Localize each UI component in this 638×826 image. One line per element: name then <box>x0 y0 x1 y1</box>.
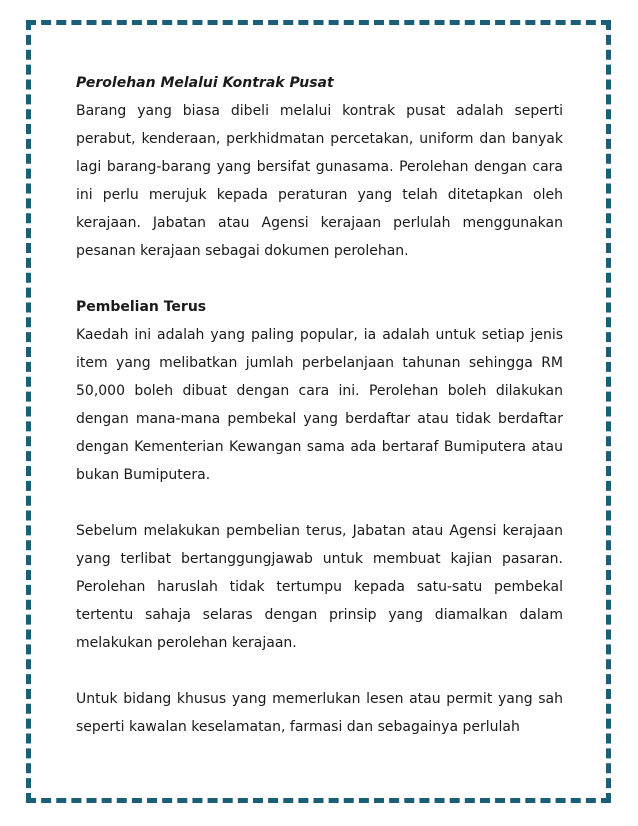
section-heading-pembelian-terus: Pembelian Terus <box>76 299 207 315</box>
paragraph-bidang-khusus: Untuk bidang khusus yang memerlukan lesen atau permit yang sah seperti kawalan keselamatan, farmasi dan sebagainya perlulah <box>76 691 563 735</box>
paragraph-kontrak-pusat: Barang yang biasa dibeli melalui kontrak pusat adalah seperti perabut, kenderaan, perkhidmatan percetakan, uniform dan banyak lagi barang-barang yang bersifat gunasama. Perolehan dengan cara ini perlu merujuk kepada peraturan yang telah ditetapkan oleh kerajaan. Jabatan atau Agensi kerajaan perlulah menggunakan pesanan kerajaan sebagai dokumen perolehan. <box>76 103 563 259</box>
paragraph-kajian-pasaran: Sebelum melakukan pembelian terus, Jabatan atau Agensi kerajaan yang terlibat bertanggungjawab untuk membuat kajian pasaran. Perolehan haruslah tidak tertumpu kepada satu-satu pembekal tertentu sahaja selaras dengan prinsip yang diamalkan dalam melakukan perolehan kerajaan. <box>76 523 563 651</box>
document-body <box>76 69 563 741</box>
section-heading-kontrak-pusat: Perolehan Melalui Kontrak Pusat <box>76 75 334 91</box>
paragraph-pembelian-terus: Kaedah ini adalah yang paling popular, ia adalah untuk setiap jenis item yang melibatkan jumlah perbelanjaan tahunan sehingga RM 50,000 boleh dibuat dengan cara ini. Perolehan boleh dilakukan dengan mana-mana pembekal yang berdaftar atau tidak berdaftar dengan Kementerian Kewangan sama ada bertaraf Bumiputera atau bukan Bumiputera. <box>76 327 563 483</box>
